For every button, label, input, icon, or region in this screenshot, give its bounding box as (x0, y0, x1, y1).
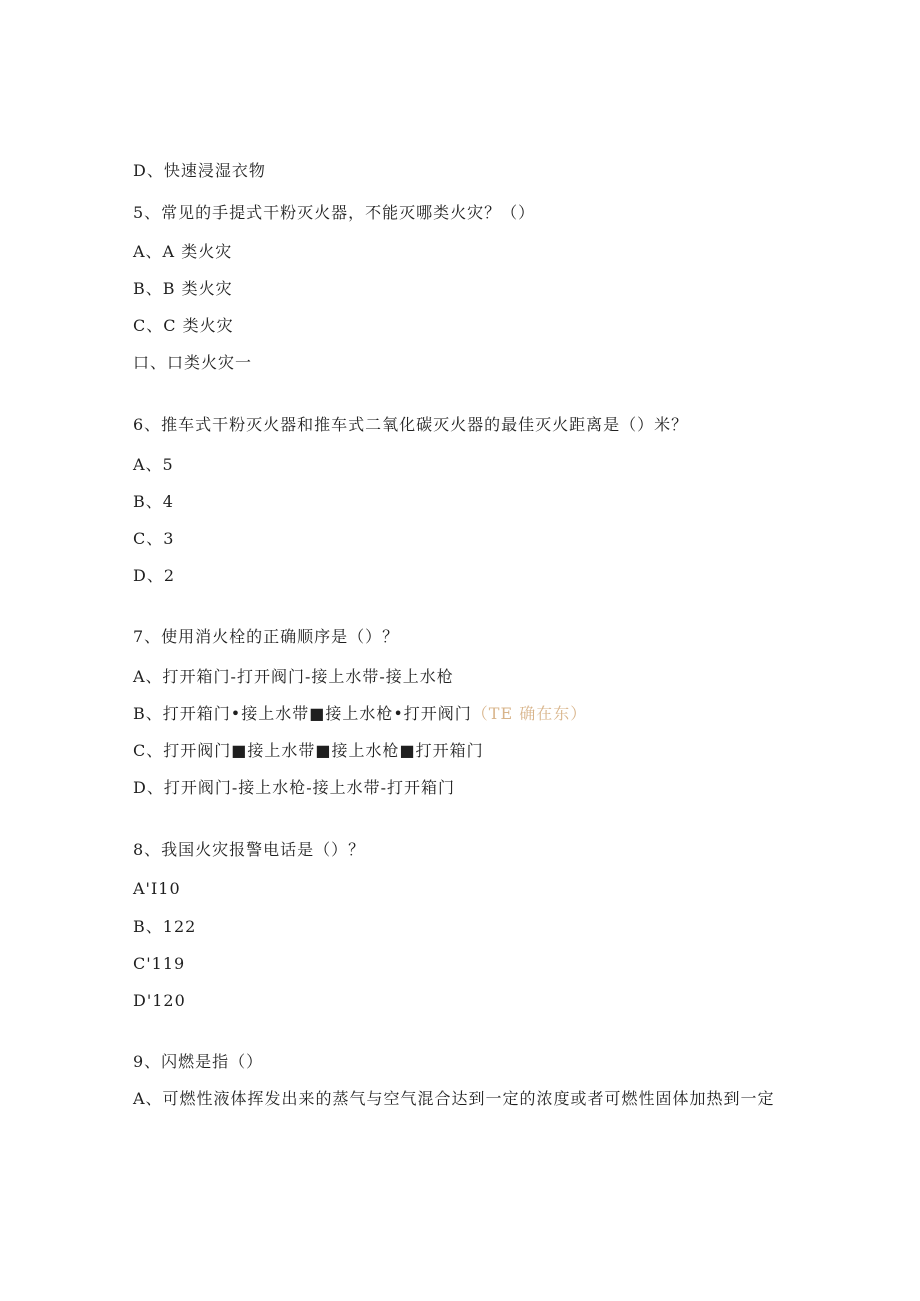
q5-option-d: 口、口类火灾一 (133, 353, 253, 372)
q6-option-d: D、2 (133, 566, 176, 585)
q8-option-b: B、122 (133, 917, 197, 936)
q5-stem: 5、常见的手提式干粉灭火器，不能灭哪类火灾？（） (133, 203, 536, 222)
q7-option-d: D、打开阀门-接上水枪-接上水带-打开箱门 (133, 778, 456, 797)
q7-option-b-text: B、打开箱门•接上水带■接上水枪•打开阀门 (133, 704, 472, 723)
q7-option-b (133, 704, 587, 724)
q6-option-c: C、3 (133, 529, 175, 548)
q5-option-c: C、C 类火灾 (133, 316, 234, 335)
q7-option-c: C、打开阀门■接上水带■接上水枪■打开箱门 (133, 741, 484, 760)
q7-option-b-annotation: （TE 确在东） (471, 704, 588, 723)
q5-option-a: A、A 类火灾 (133, 242, 233, 261)
q8-option-c: C'119 (133, 954, 186, 973)
q9-option-a: A、可燃性液体挥发出来的蒸气与空气混合达到一定的浓度或者可燃性固体加热到一定 (133, 1089, 775, 1108)
q8-option-a: A'I10 (133, 879, 181, 898)
q5-option-b: B、B 类火灾 (133, 279, 233, 298)
q4-option-d: D、快速浸湿衣物 (133, 161, 266, 180)
q6-option-b: B、4 (133, 492, 174, 511)
q6-option-a: A、5 (133, 455, 174, 474)
q6-stem: 6、推车式干粉灭火器和推车式二氧化碳灭火器的最佳灭火距离是（）米？ (133, 415, 689, 434)
q8-option-d: D'120 (133, 991, 186, 1010)
q7-option-a: A、打开箱门-打开阀门-接上水带-接上水枪 (133, 667, 454, 686)
q7-stem: 7、使用消火栓的正确顺序是（）？ (133, 627, 400, 646)
q9-stem: 9、闪燃是指（） (133, 1052, 264, 1071)
q8-stem: 8、我国火灾报警电话是（）？ (133, 840, 366, 859)
